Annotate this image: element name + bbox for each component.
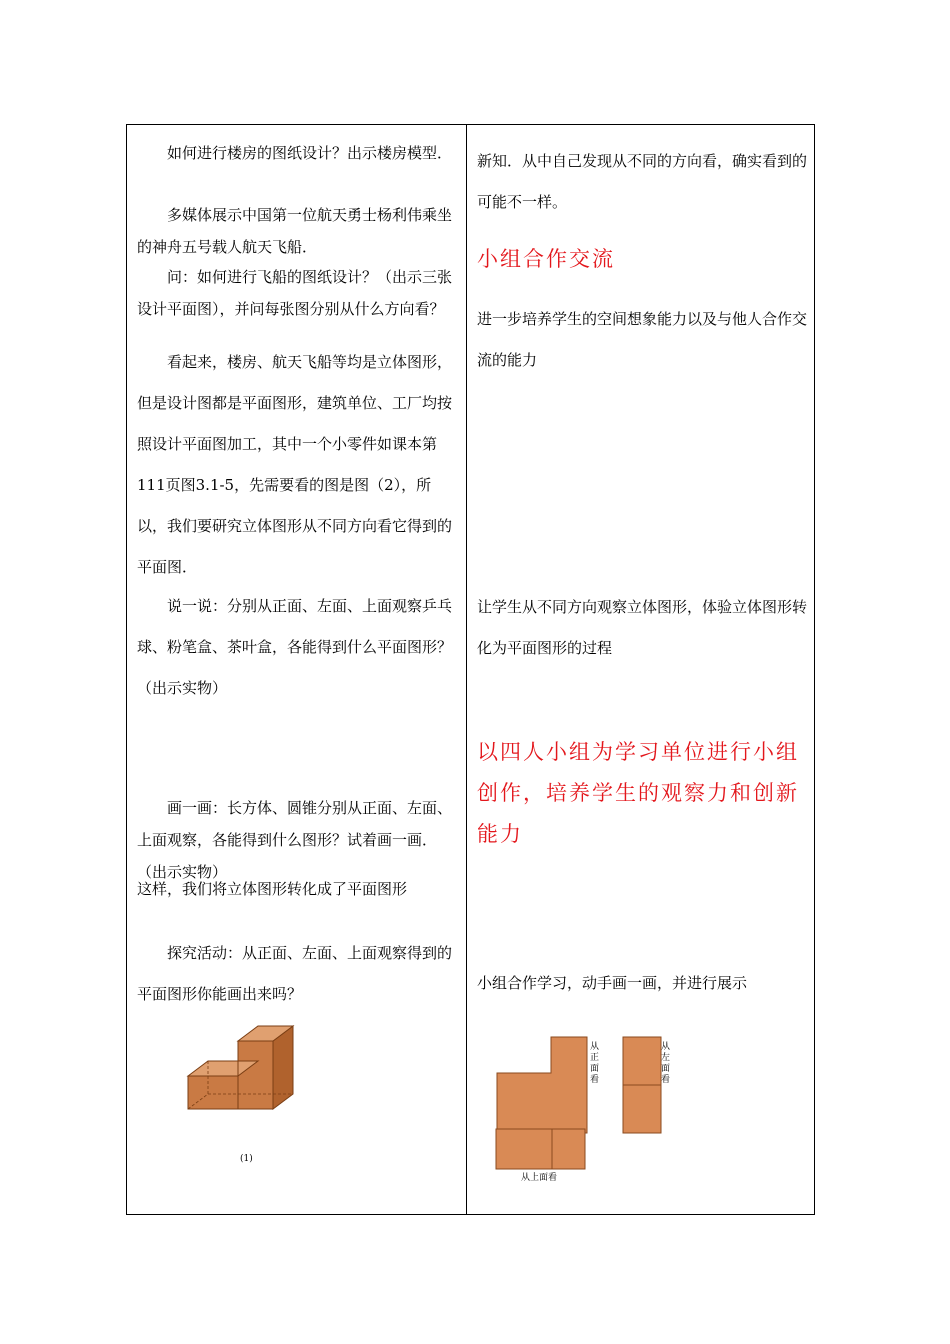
paragraph-observe-solids: 让学生从不同方向观察立体图形，体验立体图形转化为平面图形的过程 bbox=[477, 598, 808, 657]
heading-group-creation: 以四人小组为学习单位进行小组创作，培养学生的观察力和创新能力 bbox=[477, 740, 799, 846]
teaching-process-cell bbox=[127, 125, 466, 1214]
solid-figure bbox=[183, 1021, 303, 1113]
left-view-upper bbox=[623, 1037, 661, 1085]
paragraph-question: 问：如何进行飞船的图纸设计？（出示三张设计平面图），并问每张图分别从什么方向看？ bbox=[137, 268, 453, 318]
figure-caption: (1) bbox=[240, 1154, 253, 1164]
paragraph-building-model: 如何进行楼房的图纸设计？出示楼房模型． bbox=[167, 144, 453, 162]
paragraph-spatial-ability: 进一步培养学生的空间想象能力以及与他人合作交流的能力 bbox=[477, 310, 808, 369]
heading-group-discussion: 小组合作交流 bbox=[477, 247, 615, 271]
top-view-right-rect bbox=[552, 1129, 585, 1169]
label-left-view: 从左面看 bbox=[661, 1042, 671, 1085]
paragraph-spaceship: 多媒体展示中国第一位航天勇士杨利伟乘坐的神舟五号载人航天飞船． bbox=[137, 206, 453, 256]
top-view-left-rect bbox=[496, 1129, 552, 1169]
front-view-shape bbox=[497, 1037, 587, 1133]
paragraph-new-knowledge: 新知．从中自己发现从不同的方向看，确实看到的可能不一样。 bbox=[477, 152, 808, 211]
left-view-lower bbox=[623, 1085, 661, 1133]
design-intent-cell bbox=[467, 125, 815, 1214]
paragraph-explanation: 看起来，楼房、航天飞船等均是立体图形，但是设计图都是平面图形，建筑单位、工厂均按照设计平面图加工，其中一个小零件如课本第111页图3.1-5，先需要看的图是图（2），所以，我们要研究立体图形从不同方向看它得到的平面图． bbox=[137, 353, 453, 576]
paragraph-say: 说一说：分别从正面、左面、上面观察乒乓球、粉笔盒、茶叶盒，各能得到什么平面图形？（出示实物） bbox=[137, 597, 453, 697]
label-top-view: 从上面看 bbox=[521, 1173, 558, 1183]
lesson-table bbox=[126, 124, 815, 1215]
paragraph-conclusion: 这样，我们将立体图形转化成了平面图形 bbox=[137, 880, 408, 898]
paragraph-group-drawing: 小组合作学习，动手画一画，并进行展示 bbox=[477, 974, 748, 992]
paragraph-draw: 画一画：长方体、圆锥分别从正面、左面、上面观察，各能得到什么图形？试着画一画．（出示实物） bbox=[137, 799, 453, 881]
label-front-view: 从正面看 bbox=[590, 1042, 600, 1085]
paragraph-explore: 探究活动：从正面、左面、上面观察得到的平面图形你能画出来吗？ bbox=[137, 944, 453, 1003]
